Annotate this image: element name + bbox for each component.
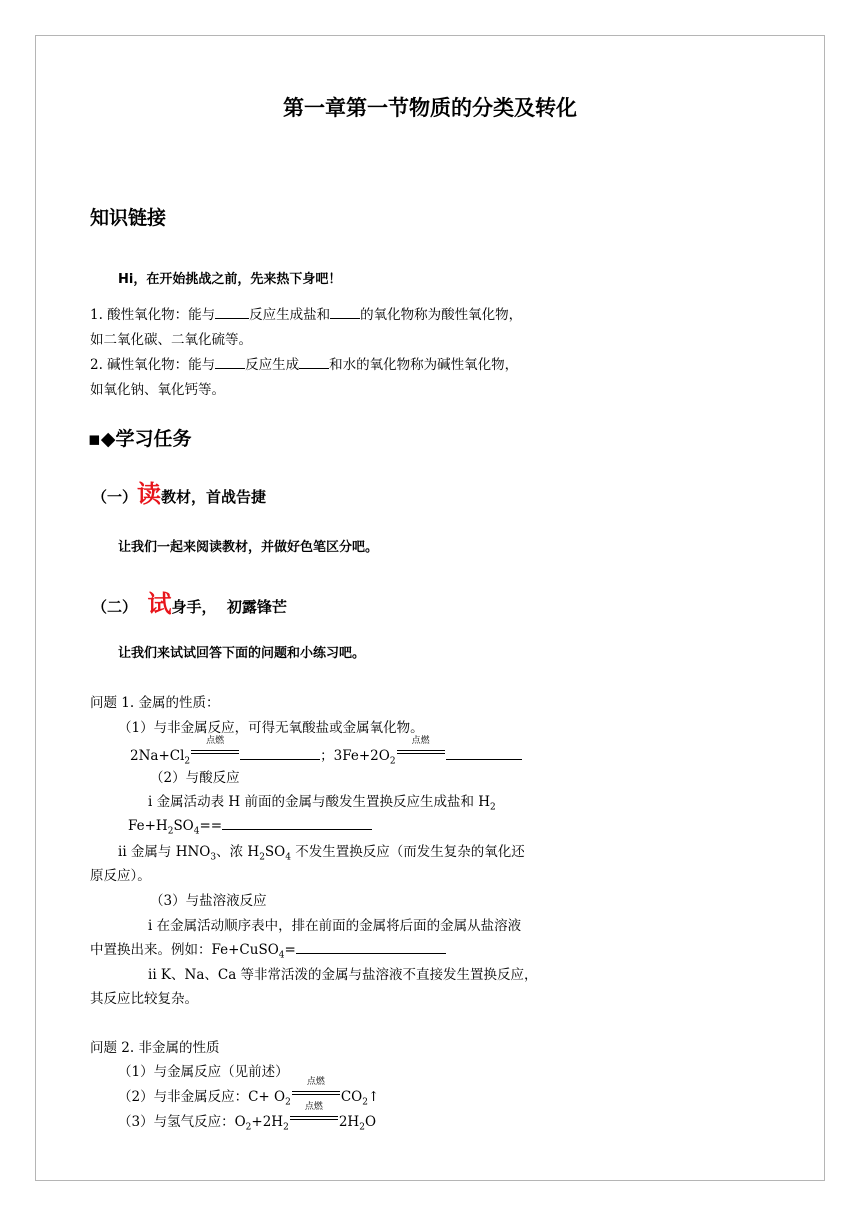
question-2-line-1 bbox=[90, 353, 518, 373]
task-1-description: 让我们一起来阅读教材，并做好色笔区分吧。 bbox=[118, 540, 379, 555]
task-2-red-char: 试 bbox=[147, 590, 172, 618]
eq1-left-sub: 2 bbox=[184, 756, 191, 767]
problem-1-equation-1 bbox=[130, 736, 522, 767]
section-heading-knowledge-link: 知识链接 bbox=[90, 207, 167, 229]
p2-item3-a: （3）与氢气反应：O bbox=[118, 1114, 246, 1130]
problem-1-item-1: （1）与非金属反应，可得无氧酸盐或金属氧化物。 bbox=[118, 720, 424, 736]
q2-text-c: 和水的氧化物称为碱性氧化物， bbox=[329, 357, 519, 373]
reaction-condition-4: 点燃 bbox=[304, 1102, 323, 1112]
item3-i-b: 中置换出来。例如：Fe+CuSO bbox=[90, 942, 279, 958]
task-1-prefix: （一） bbox=[92, 488, 138, 506]
task-2-heading bbox=[92, 584, 287, 619]
p2-item3-sub2: 2 bbox=[283, 1122, 289, 1133]
p2-item2-c: ↑ bbox=[367, 1089, 380, 1105]
question-2-line-2: 如氧化钠、氧化钙等。 bbox=[90, 382, 225, 398]
q2-text-a: 2. 碱性氧化物：能与 bbox=[90, 357, 216, 373]
blank-5[interactable] bbox=[240, 745, 320, 760]
eq2-b: SO bbox=[173, 818, 194, 834]
eq1-left: 2Na+Cl bbox=[130, 748, 185, 764]
q1-text-b: 反应生成盐和 bbox=[249, 307, 331, 323]
task-2-description: 让我们来试试回答下面的问题和小练习吧。 bbox=[118, 646, 366, 661]
item2-i-sub: 2 bbox=[490, 802, 496, 813]
task-2-prefix: （二） bbox=[92, 598, 148, 616]
reaction-condition-1: 点燃 bbox=[206, 736, 225, 746]
eq1-sep-sub: 2 bbox=[389, 756, 396, 767]
section-heading-learning-task: ▪◆学习任务 bbox=[88, 428, 192, 450]
problem-1-item-2: （2）与酸反应 bbox=[150, 770, 240, 786]
blank-1[interactable] bbox=[215, 304, 249, 319]
eq2-a: Fe+H bbox=[128, 818, 168, 834]
question-1-line-1 bbox=[90, 303, 522, 323]
blank-7[interactable] bbox=[222, 815, 372, 830]
q2-text-b: 反应生成 bbox=[245, 357, 300, 373]
p2-item3-c: 2H bbox=[338, 1114, 360, 1130]
item2-i-text: i 金属活动表 H 前面的金属与酸发生置换反应生成盐和 H bbox=[148, 794, 491, 810]
problem-1-title: 问题 1. 金属的性质： bbox=[90, 695, 220, 711]
p2-item3-sub3: 2 bbox=[359, 1122, 365, 1133]
item2-ii-d: 不发生置换反应（而发生复杂的氧化还 bbox=[290, 844, 525, 860]
item2-ii-sub3: 4 bbox=[285, 852, 291, 863]
reaction-condition-2: 点燃 bbox=[411, 736, 430, 746]
item2-ii-c: SO bbox=[264, 844, 286, 860]
reaction-arrow-4 bbox=[290, 1102, 338, 1126]
problem-1-item-2-ii-line-2: 原反应）。 bbox=[90, 868, 151, 884]
blank-4[interactable] bbox=[299, 354, 329, 369]
task-1-heading bbox=[92, 474, 266, 509]
blank-8[interactable] bbox=[296, 939, 446, 954]
question-1-line-2: 如二氧化碳、二氧化硫等。 bbox=[90, 332, 252, 348]
item2-ii-b: 、浓 H bbox=[216, 844, 260, 860]
problem-2-item-1: （1）与金属反应（见前述） bbox=[118, 1064, 289, 1080]
problem-2-item-2 bbox=[118, 1077, 380, 1108]
p2-item2-a: （2）与非金属反应：C+ O bbox=[118, 1089, 286, 1105]
blank-6[interactable] bbox=[446, 745, 522, 760]
page-title: 第一章第一节物质的分类及转化 bbox=[283, 96, 577, 120]
problem-1-item-3-ii-line-2: 其反应比较复杂。 bbox=[90, 991, 198, 1007]
problem-2-item-3 bbox=[118, 1102, 377, 1133]
item3-i-sub: 4 bbox=[278, 950, 285, 961]
problem-1-item-2-i bbox=[148, 790, 496, 813]
eq2-c: == bbox=[199, 818, 223, 834]
task-1-rest: 教材，首战告捷 bbox=[161, 488, 267, 506]
eq1-separator: ；3Fe+2O bbox=[320, 748, 390, 764]
eq2-sub1: 2 bbox=[167, 826, 174, 837]
problem-1-equation-2 bbox=[128, 815, 372, 837]
item2-ii-sub2: 2 bbox=[259, 852, 265, 863]
reaction-condition-3: 点燃 bbox=[306, 1077, 325, 1087]
p2-item2-b: CO bbox=[340, 1089, 363, 1105]
q1-text-c: 的氧化物称为酸性氧化物， bbox=[360, 307, 523, 323]
problem-1-item-3: （3）与盐溶液反应 bbox=[150, 893, 267, 909]
p2-item3-sub1: 2 bbox=[245, 1122, 252, 1133]
problem-2-title: 问题 2. 非金属的性质 bbox=[90, 1040, 220, 1056]
blank-3[interactable] bbox=[215, 354, 245, 369]
task-2-rest: 身手， 初露锋芒 bbox=[171, 598, 287, 616]
problem-1-item-3-i-line-2 bbox=[90, 938, 446, 961]
item2-ii-a: ii 金属与 HNO bbox=[118, 844, 211, 860]
item3-i-c: = bbox=[284, 942, 296, 958]
eq2-sub2: 4 bbox=[193, 826, 200, 837]
warmup-text: Hi，在开始挑战之前，先来热下身吧！ bbox=[118, 272, 342, 287]
p2-item2-sub2: 2 bbox=[362, 1097, 368, 1108]
reaction-arrow-1 bbox=[191, 736, 239, 760]
problem-1-item-3-i-line-1: i 在金属活动顺序表中，排在前面的金属将后面的金属从盐溶液 bbox=[148, 918, 522, 934]
q1-text-a: 1. 酸性氧化物：能与 bbox=[90, 307, 216, 323]
problem-1-item-2-ii-line-1 bbox=[118, 840, 525, 863]
p2-item3-b: +2H bbox=[251, 1114, 284, 1130]
p2-item2-sub: 2 bbox=[285, 1097, 291, 1108]
item2-ii-sub1: 3 bbox=[210, 852, 217, 863]
reaction-arrow-2 bbox=[397, 736, 445, 760]
p2-item3-d: O bbox=[364, 1114, 377, 1130]
blank-2[interactable] bbox=[330, 304, 360, 319]
task-1-red-char: 读 bbox=[137, 480, 162, 508]
problem-1-item-3-ii-line-1: ii K、Na、Ca 等非常活泼的金属与盐溶液不直接发生置换反应， bbox=[148, 967, 538, 983]
